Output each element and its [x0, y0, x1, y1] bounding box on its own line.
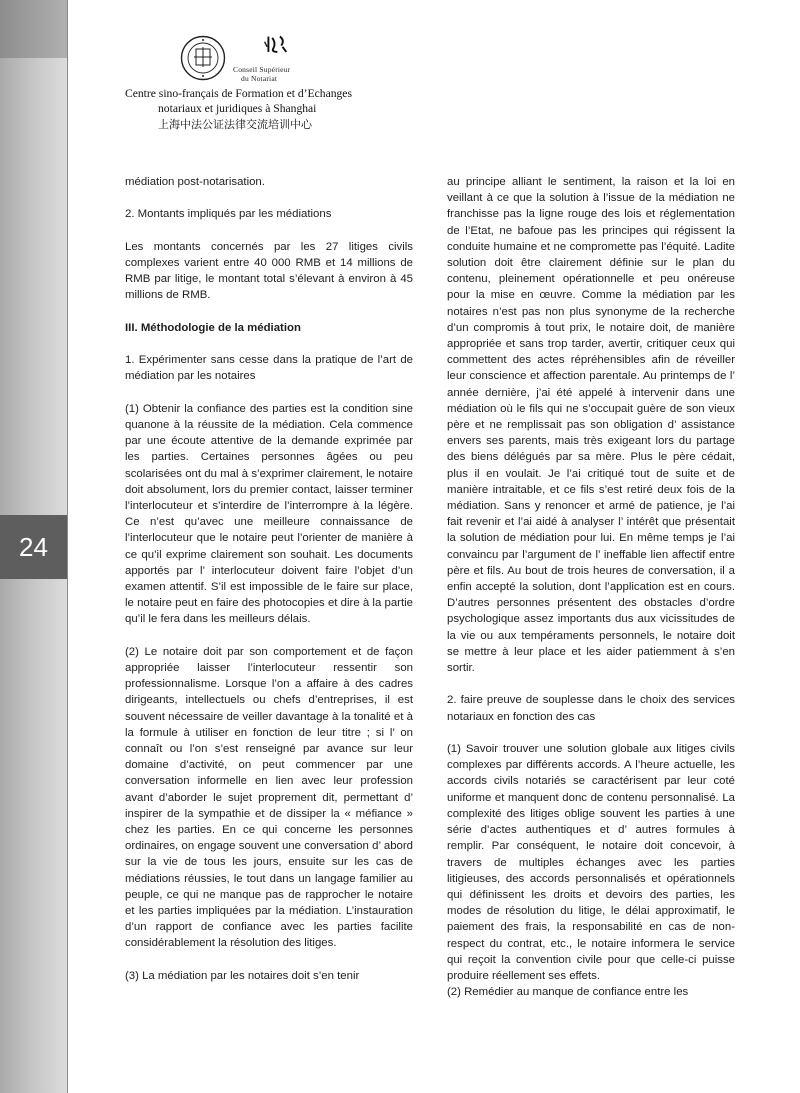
- page-header: [125, 30, 445, 130]
- page-number: 24: [0, 515, 67, 579]
- subheading: 1. Expérimenter sans cesse dans la pratique de l’art de médiation par les notaires: [125, 354, 413, 383]
- subheading: 2. Montants impliqués par les médiations: [125, 208, 332, 221]
- side-divider: [67, 0, 68, 1093]
- paragraph: (3) La médiation par les notaires doit s’en tenir: [125, 969, 360, 982]
- paragraph: (2) Remédier au manque de confiance entre les: [447, 986, 689, 999]
- subheading: 2. faire preuve de souplesse dans le choix des services notariaux en fonction des cas: [447, 694, 735, 723]
- paragraph: Les montants concernés par les 27 litiges civils complexes varient entre 40 000 RMB et 14 millions de RMB par litige, le montant total s’élevant à environ à 45 millions de RMB.: [125, 240, 413, 302]
- paragraph: au principe alliant le sentiment, la raison et la loi en veillant à ce que la solution à l’issue de la médiation ne franchisse pas la ligne rouge des lois et réglementation de l’Etat, ne bafoue pas les principes qui régissent la conduite humaine et ne compromette pas l’équité. Ladite solution doit être clairement définie sur le plan du contenu, pleinement opérationnelle et peu onéreuse pour la mise en œuvre. Comme la médiation par les notaires n’est pas non plus synonyme de la recherche d’un compromis à tout prix, le notaire doit, de manière appropriée et sans trop tarder, avertir, critiquer ceux qui commettent des actes répréhensibles afin de réveiller leur conscience et affection parentale. Au printemps de l’ année dernière, j’ai été appelé à intervenir dans une médiation où le fils qui ne s’occupait guère de son vieux père et ne remplissait pas son obligation d’ assistance envers ses parents, mais très exigeant lors du partage des biens délégués par sa mère. Plus le père cédait, plus il en voulait. Je l’ai critiqué tout de suite et de manière intraitable, et ce fils s’est retiré deux fois de la médiation. Sans y renoncer et armé de patience, je l’ai fait revenir et l’ai aidé à analyser l’ intérêt que présentait la solution de médiation pour lui. En même temps je l’ai convaincu par l’argument de l’ ineffable lien affectif entre père et fils. Au bout de trois heures de conversation, il a enfin accepté la solution, dont l’application est en cours. D’autres personnes présentent des obstacles d’ordre psychologique assez importants dus aux vicissitudes de la vie ou aux tempéraments personnels, le notaire doit se mettre à leur place et les aider patiemment à s’en sortir.: [447, 176, 735, 675]
- csn-name-line2: du Notariat: [241, 74, 278, 83]
- section-heading: III. Méthodologie de la médiation: [125, 321, 301, 334]
- header-title-line2: notariaux et juridiques à Shanghai: [158, 102, 317, 115]
- left-column: [125, 174, 413, 984]
- right-column: [447, 174, 735, 1000]
- csn-logo-icon: [233, 34, 323, 66]
- header-title-chinese: 上海中法公证法律交流培训中心: [158, 118, 312, 131]
- paragraph: (1) Savoir trouver une solution globale aux litiges civils complexes par différents accords. A l’heure actuelle, les accords civils notariés se caractérisent par leur coté uniforme et manquent donc de contenu personnalisé. La complexité des litiges oblige souvent les parties à une série d’actes authentiques et d’ autres formules à remplir. Par conséquent, le notaire doit concevoir, à travers de multiples échanges avec les parties litigieuses, des accords personnalisés et opérationnels qui définissent les droits et devoirs des parties, les modes de résolution du litige, le délai approximatif, le paiement des frais, la responsabilité en cas de non-respect du contrat, etc., le notaire informera le service qui reçoit la convention civile pour que celle-ci puisse produire réellement ses effets.: [447, 743, 735, 982]
- csn-name-line1: Conseil Supérieur: [233, 65, 291, 74]
- side-margin-top: [0, 0, 67, 58]
- header-title-line1: Centre sino-français de Formation et d’Echanges: [125, 87, 352, 100]
- shanghai-notary-seal-icon: [180, 35, 226, 81]
- paragraph: (1) Obtenir la confiance des parties est la condition sine quanone à la réussite de la médiation. Cela commence par une écoute attentive de la demande exprimée par les parties. Certaines personnes âgées ou peu scolarisées ont du mal à s’exprimer clairement, le notaire doit absolument, lors du premier contact, laisser terminer l’interlocuteur et s’interdire de l’interrompre à la légère. Ce n’est qu’avec une meilleure connaissance de l’interlocuteur que le notaire peut l’orienter de manière à ce qu’il exprime clairement son souhait. Les documents apportés par l’ interlocuteur doivent faire l’objet d’un examen attentif. S’il est impossible de le faire sur place, le notaire peut en faire des photocopies et dire à la partie qu’il le fera dans les meilleurs délais.: [125, 402, 413, 626]
- paragraph: (2) Le notaire doit par son comportement et de façon appropriée laisser l’interlocuteur ressentir son professionnalisme. Lorsque l’on a affaire à des cadres dirigeants, intellectuels ou chefs d’entreprises, il est souvent nécessaire de veiller davantage à la tonalité et à la formule à utiliser en fonction de leur titre ; si l’ on connaît ou l’on s’est renseigné par avance sur leur domaine d’activité, on peut commencer par une conversation informelle en lien avec leur profession avant d’aborder le sujet proprement dit, permettant d’ inspirer de la sympathie et de dissiper la « méfiance » chez les parties. En ce qui concerne les personnes ordinaires, on engage souvent une conversation d’ abord sur la vie de tous les jours, ensuite sur les cas de médiations réussies, le tout dans un langage familier au peuple, ce qui ne manque pas de rapprocher le notaire et les parties impliquées par la médiation. L’instauration d’un rapport de confiance avec les parties facilite considérablement la résolution des litiges.: [125, 645, 413, 950]
- paragraph: médiation post-notarisation.: [125, 176, 265, 188]
